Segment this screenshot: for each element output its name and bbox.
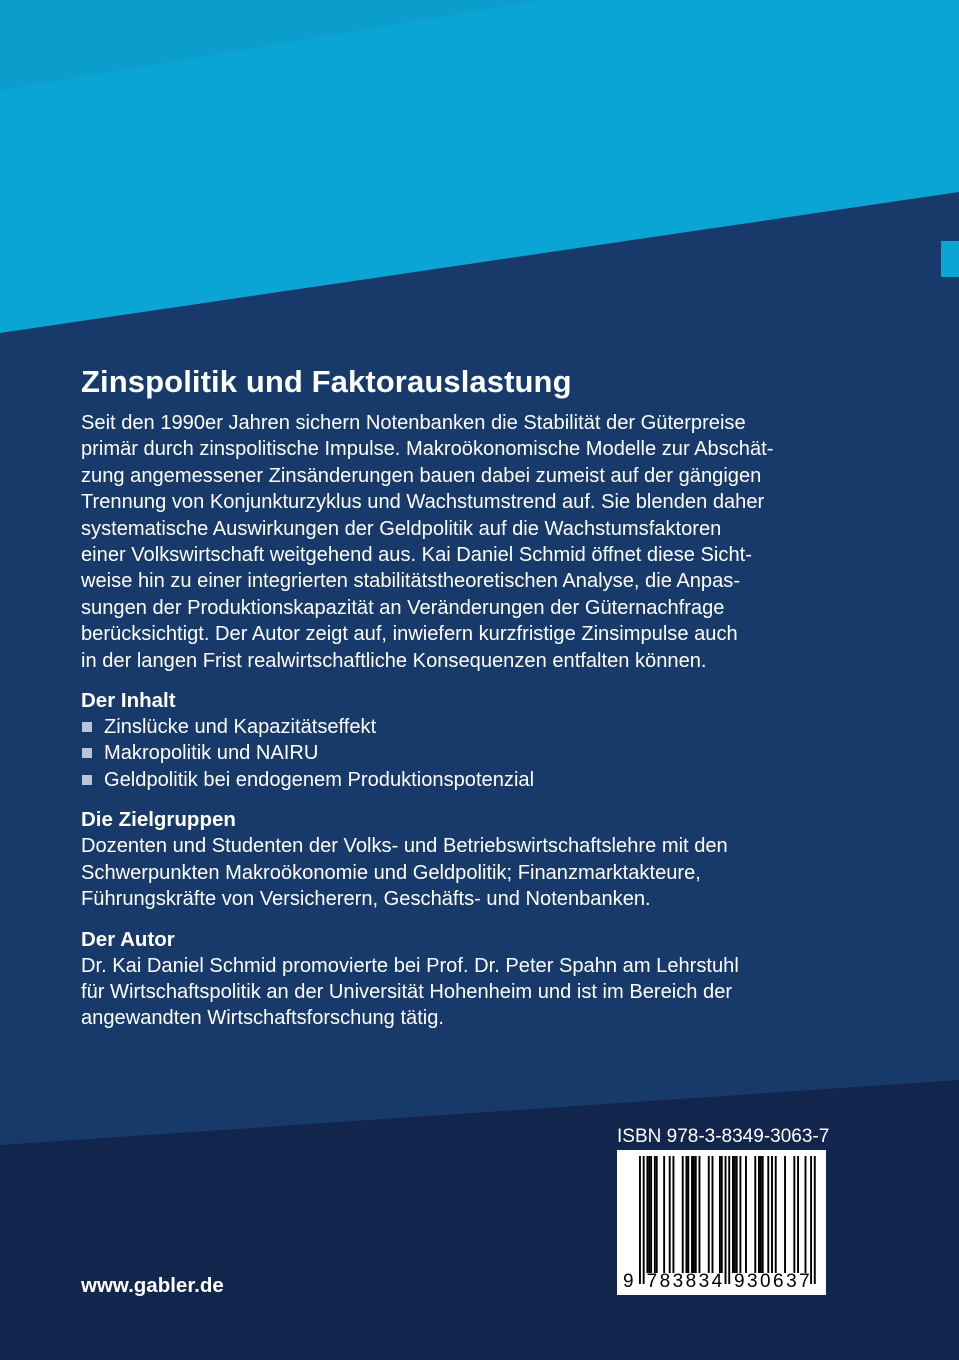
barcode-bar xyxy=(712,1156,714,1273)
barcode-bar xyxy=(719,1156,721,1273)
barcode-bar xyxy=(650,1156,652,1273)
barcode-bar xyxy=(725,1156,727,1284)
barcode-bar xyxy=(805,1156,807,1273)
target-groups-heading: Die Zielgruppen xyxy=(81,808,236,832)
barcode-bar xyxy=(745,1156,747,1273)
barcode-bar xyxy=(736,1156,738,1273)
barcode-bar xyxy=(767,1156,769,1273)
text-line: Dozenten und Studenten der Volks- und Betriebswirtschaftslehre mit den xyxy=(81,835,728,858)
square-bullet-icon xyxy=(82,748,92,758)
barcode-digit: 8 xyxy=(685,1271,697,1292)
barcode-bar xyxy=(663,1156,665,1273)
barcode-digit: 3 xyxy=(747,1271,758,1292)
intro-line: in der langen Frist realwirtschaftliche Konsequenzen entfalten können. xyxy=(81,649,707,672)
intro-line: Trennung von Konjunkturzyklus und Wachstumstrend auf. Sie blenden daher xyxy=(81,491,765,514)
intro-line: berücksichtigt. Der Autor zeigt auf, inwiefern kurzfristige Zinsimpulse auch xyxy=(81,623,738,646)
barcode-digit: 3 xyxy=(672,1271,684,1292)
author-text xyxy=(81,953,871,1032)
text-line: für Wirtschaftspolitik an der Universität Hohenheim und ist im Bereich der xyxy=(81,980,733,1003)
author-heading: Der Autor xyxy=(81,927,175,951)
intro-line: systematische Auswirkungen der Geldpolitik auf die Wachstumsfaktoren xyxy=(81,517,722,540)
barcode-bar xyxy=(708,1156,710,1273)
barcode-bar xyxy=(643,1156,645,1284)
barcode-bar xyxy=(793,1156,795,1273)
barcode-bar xyxy=(754,1156,756,1273)
target-groups-section xyxy=(81,807,871,912)
barcode-digit: 7 xyxy=(799,1271,810,1292)
intro-line: einer Volkswirtschaft weitgehend aus. Kai Daniel Schmid öffnet diese Sicht- xyxy=(81,544,752,567)
barcode-bar xyxy=(771,1156,773,1273)
barcode-bar xyxy=(656,1156,658,1273)
list-item xyxy=(81,714,871,740)
target-groups-text xyxy=(81,833,871,912)
barcode-bar xyxy=(775,1156,777,1273)
barcode-bar xyxy=(760,1156,762,1273)
barcode-bar xyxy=(646,1156,648,1273)
intro-line: weise hin zu einer integrierten stabilitätstheoretischen Analyse, die Anpas- xyxy=(81,570,741,593)
contents-list xyxy=(81,714,871,793)
barcode-bar xyxy=(648,1156,650,1273)
barcode-digit: 3 xyxy=(786,1271,797,1292)
barcode-bar xyxy=(699,1156,701,1273)
barcode-bar xyxy=(686,1156,688,1273)
author-section xyxy=(81,927,871,1032)
text-line: Schwerpunkten Makroökonomie und Geldpolitik; Finanzmarktakteure, xyxy=(81,861,701,884)
intro-line: sungen der Produktionskapazität an Veränderungen der Güternachfrage xyxy=(81,596,725,619)
barcode-bar xyxy=(691,1156,693,1273)
square-bullet-icon xyxy=(82,775,92,785)
accent-square xyxy=(941,241,959,277)
book-title: Zinspolitik und Faktorauslastung xyxy=(81,364,572,399)
barcode-digit: 0 xyxy=(760,1271,771,1292)
isbn-label: ISBN 978-3-8349-3063-7 xyxy=(617,1126,830,1147)
intro-line: Seit den 1990er Jahren sichern Notenbanken die Stabilität der Güterpreise xyxy=(81,412,746,434)
barcode-bar xyxy=(654,1156,656,1273)
barcode-bar xyxy=(728,1156,730,1284)
back-cover-text xyxy=(81,362,871,1032)
barcode-digit: 9 xyxy=(623,1271,634,1292)
square-bullet-icon xyxy=(82,722,92,732)
barcode-bar xyxy=(810,1156,812,1284)
barcode-digit: 9 xyxy=(734,1271,745,1292)
list-item xyxy=(81,740,871,766)
contents-heading: Der Inhalt xyxy=(81,689,176,713)
text-line: angewandten Wirtschaftsforschung tätig. xyxy=(81,1007,445,1030)
intro-line: primär durch zinspolitische Impulse. Makroökonomische Modelle zur Abschät- xyxy=(81,438,774,461)
barcode-digit: 4 xyxy=(711,1271,723,1292)
barcode-digits xyxy=(617,1271,826,1293)
barcode-bar xyxy=(682,1156,684,1273)
barcode-bar xyxy=(732,1156,734,1273)
publisher-website: www.gabler.de xyxy=(81,1274,224,1297)
barcode-bar xyxy=(739,1156,741,1273)
barcode-bar xyxy=(758,1156,760,1273)
barcode-bar xyxy=(734,1156,736,1273)
barcode-bar xyxy=(721,1156,723,1273)
barcode-bar xyxy=(687,1156,689,1273)
barcode-bar xyxy=(784,1156,786,1273)
list-item-label: Makropolitik und NAIRU xyxy=(104,742,319,765)
barcode-digit: 7 xyxy=(646,1271,658,1292)
text-line: Dr. Kai Daniel Schmid promovierte bei Prof. Dr. Peter Spahn am Lehrstuhl xyxy=(81,954,739,977)
barcode-bar xyxy=(672,1156,674,1273)
text-line: Führungskräfte von Versicherern, Geschäfts- und Notenbanken. xyxy=(81,888,651,911)
intro-paragraph xyxy=(81,410,871,674)
barcode-bar xyxy=(695,1156,697,1273)
barcode-bar xyxy=(814,1156,816,1284)
barcode-bar xyxy=(639,1156,641,1284)
barcode-digit: 3 xyxy=(698,1271,710,1292)
barcode-bar xyxy=(669,1156,671,1273)
list-item-label: Geldpolitik bei endogenem Produktionspotenzial xyxy=(104,768,535,791)
list-item xyxy=(81,767,871,793)
barcode-bar xyxy=(693,1156,695,1273)
intro-line: zung angemessener Zinsänderungen bauen dabei zumeist auf der gängigen xyxy=(81,464,762,487)
barcode-bar xyxy=(762,1156,764,1273)
barcode-bar xyxy=(797,1156,799,1273)
barcode xyxy=(617,1150,826,1295)
barcode-digit: 6 xyxy=(773,1271,784,1292)
barcode-digit: 8 xyxy=(659,1271,671,1292)
contents-section xyxy=(81,688,871,793)
list-item-label: Zinslücke und Kapazitätseffekt xyxy=(104,716,377,739)
